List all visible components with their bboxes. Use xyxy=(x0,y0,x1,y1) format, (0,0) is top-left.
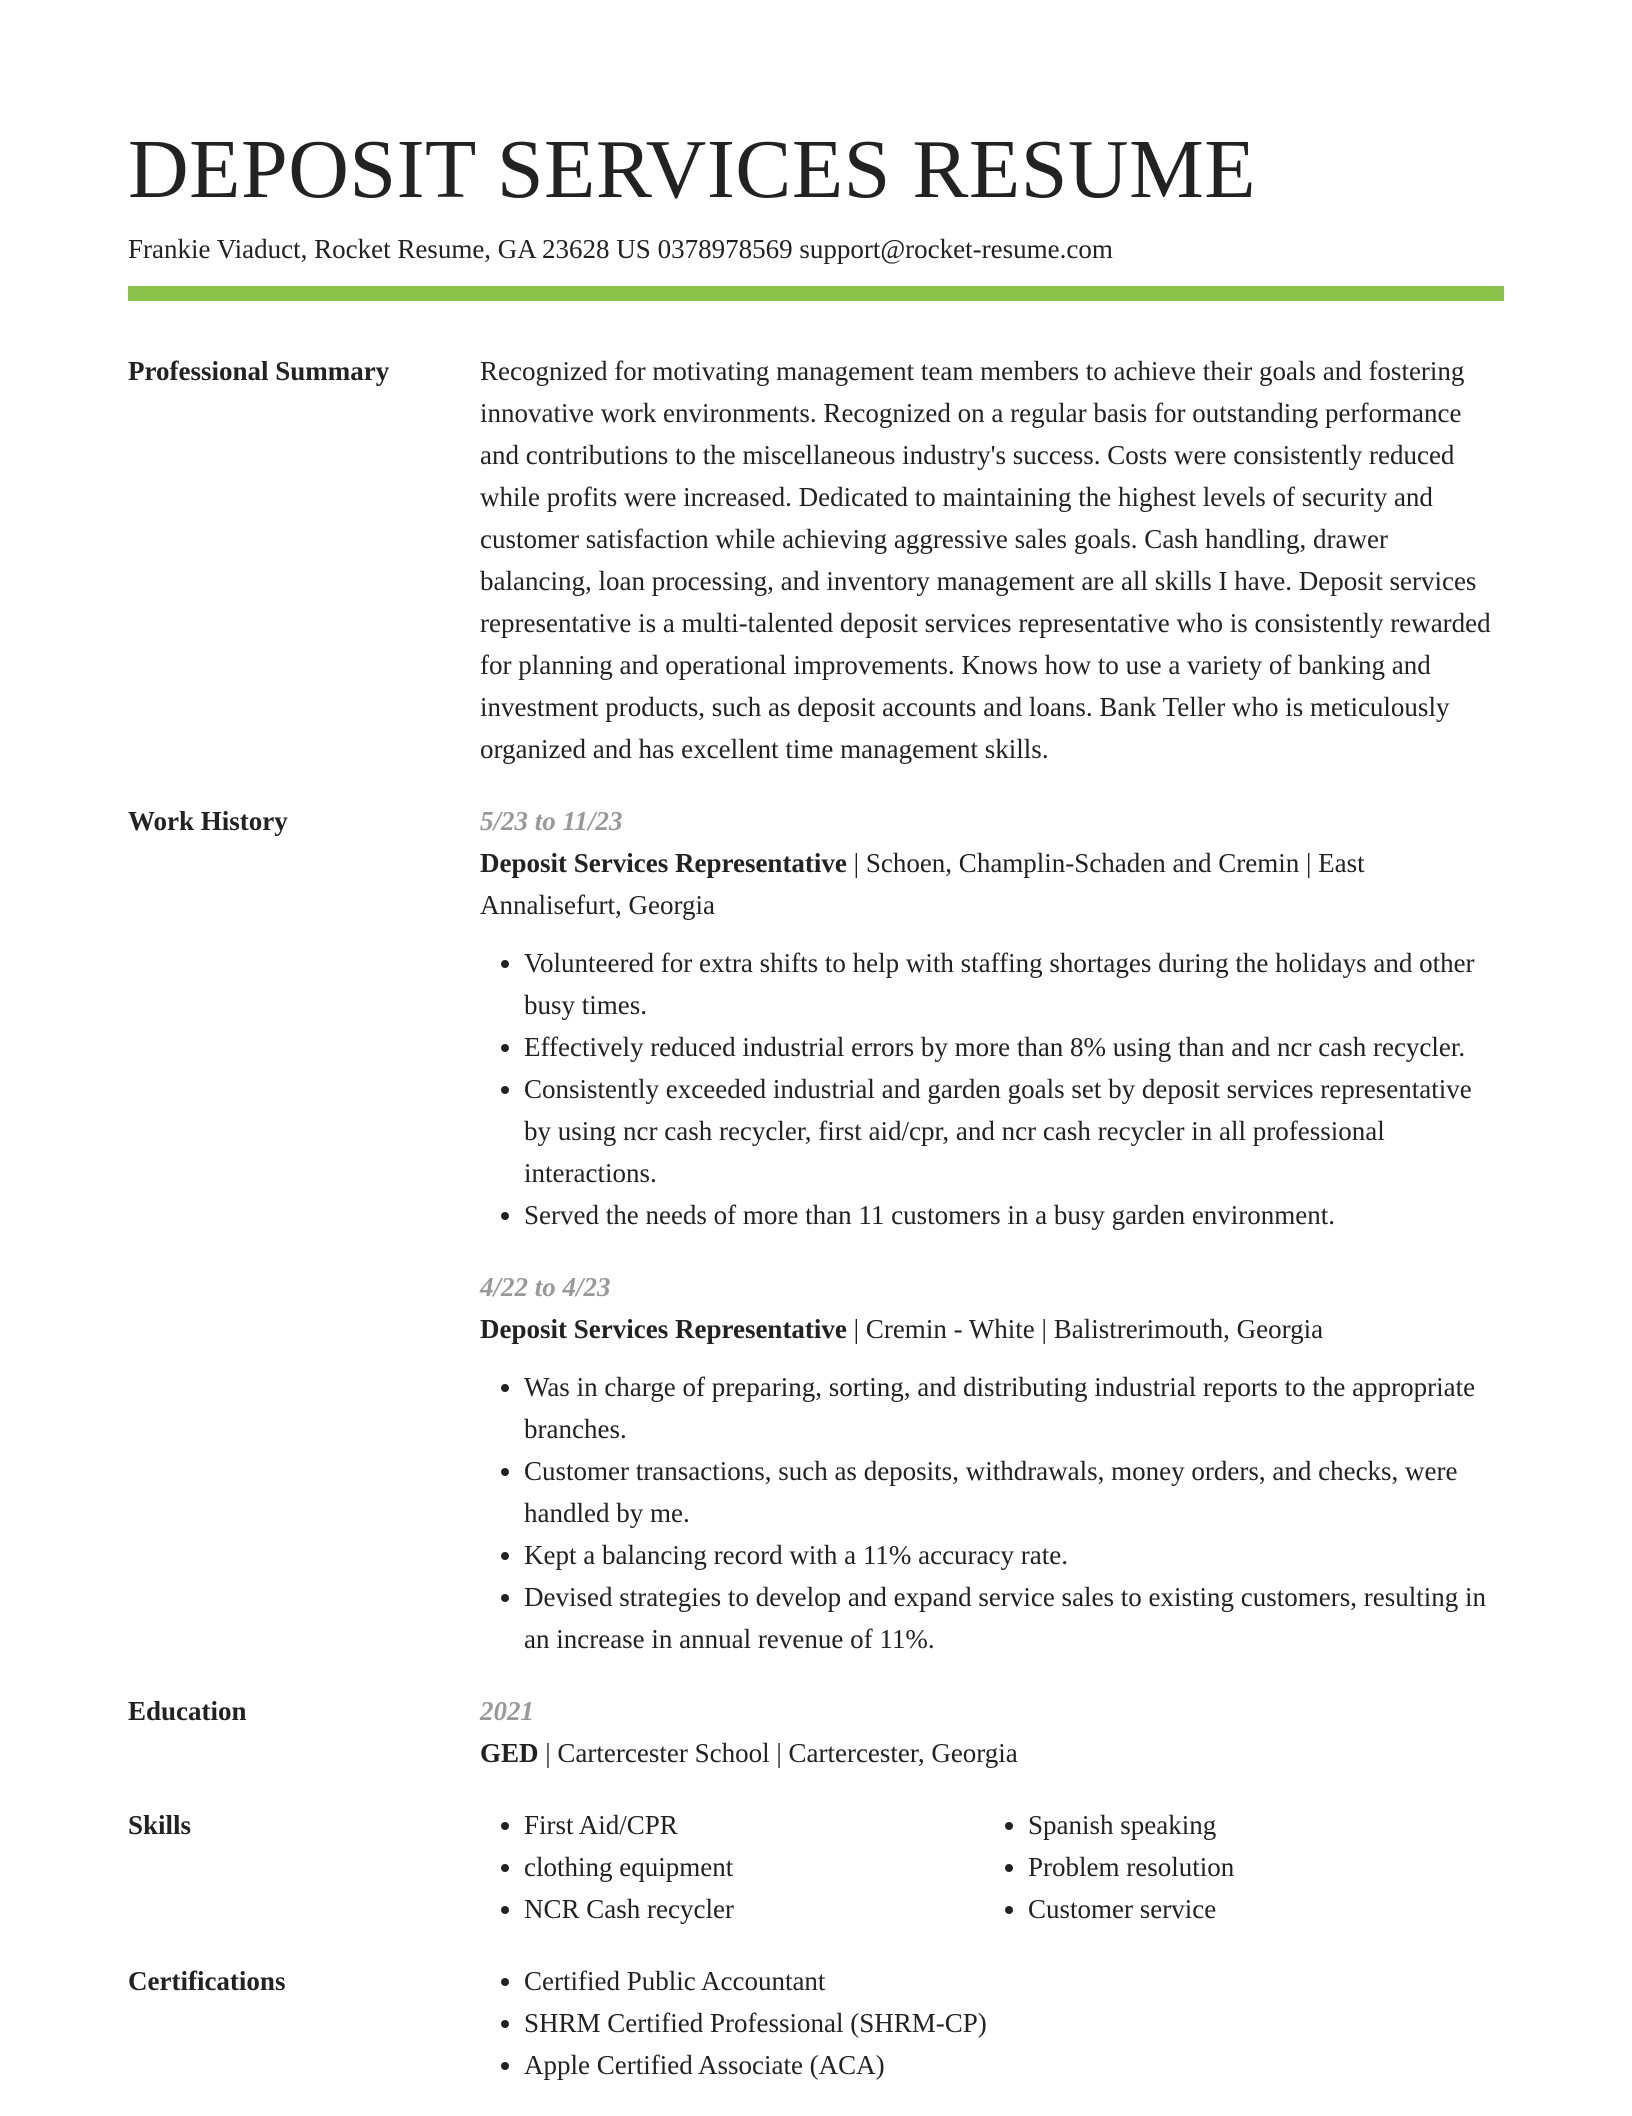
job-employer: | Cremin - White | Balistrerimouth, Georgia xyxy=(846,1314,1324,1344)
job-dates: 4/22 to 4/23 xyxy=(480,1272,611,1302)
education-section xyxy=(128,1690,1504,1774)
education-heading: Education xyxy=(128,1696,247,1726)
education-school: | Cartercester School | Cartercester, Georgia xyxy=(538,1738,1018,1768)
job-bullets xyxy=(480,1366,1504,1660)
job-bullet: • Kept a balancing record with a 11% accuracy rate. xyxy=(524,1534,1504,1576)
skill-item: • Problem resolution xyxy=(1028,1846,1488,1888)
summary-text: Recognized for motivating management team members to achieve their goals and fostering innovative work environments. Recognized on a regular basis for outstanding performance and contributions to the miscellaneous industry's success. Costs were consistently reduced while profits were increased. Dedicated to maintaining the highest levels of security and customer satisfaction while achieving aggressive sales goals. Cash handling, drawer balancing, loan processing, and inventory management are all skills I have. Deposit services representative is a multi-talented deposit services representative who is consistently rewarded for planning and operational improvements. Knows how to use a variety of banking and investment products, such as deposit accounts and loans. Bank Teller who is meticulously organized and has excellent time management skills. xyxy=(480,356,1491,764)
skills-section xyxy=(128,1804,1504,1930)
summary-content xyxy=(480,350,1504,770)
resume-sections xyxy=(128,350,1504,2116)
job-bullet: • Consistently exceeded industrial and garden goals set by deposit services representative by using ncr cash recycler, first aid/cpr, and ncr cash recycler in all professional interactions. xyxy=(524,1068,1504,1194)
skills-list-right xyxy=(984,1804,1488,1930)
resume-title: DEPOSIT SERVICES RESUME xyxy=(128,123,1257,216)
certifications-section xyxy=(128,1960,1504,2086)
education-year: 2021 xyxy=(480,1696,534,1726)
certifications-heading: Certifications xyxy=(128,1966,286,1996)
work-history-content xyxy=(480,800,1504,1660)
education-content xyxy=(480,1690,1504,1774)
job-role: Deposit Services Representative xyxy=(480,1314,847,1344)
job-entry xyxy=(480,800,1504,1236)
job-title-line xyxy=(480,1308,1504,1350)
job-bullet: • Volunteered for extra shifts to help with staffing shortages during the holidays and other busy times. xyxy=(524,942,1504,1026)
education-line xyxy=(480,1732,1504,1774)
certifications-list xyxy=(480,1960,1504,2086)
job-employer: | Schoen, Champlin-Schaden and Cremin | East Annalisefurt, Georgia xyxy=(480,848,1365,920)
job-bullet: • Was in charge of preparing, sorting, and distributing industrial reports to the appropriate branches. xyxy=(524,1366,1504,1450)
skills-heading: Skills xyxy=(128,1810,192,1840)
job-role: Deposit Services Representative xyxy=(480,848,847,878)
skills-grid xyxy=(480,1804,1504,1930)
skills-list-left xyxy=(480,1804,984,1930)
summary-heading: Professional Summary xyxy=(128,356,390,386)
skills-content xyxy=(480,1804,1504,1930)
job-bullets xyxy=(480,942,1504,1236)
certification-item: • Certified Public Accountant xyxy=(524,1960,1504,2002)
job-entry xyxy=(480,1266,1504,1660)
certifications-content xyxy=(480,1960,1504,2086)
certification-item: • SHRM Certified Professional (SHRM-CP) xyxy=(524,2002,1504,2044)
skill-item: • clothing equipment xyxy=(524,1846,984,1888)
skill-item: • First Aid/CPR xyxy=(524,1804,984,1846)
job-bullet: • Devised strategies to develop and expand service sales to existing customers, resulting in an increase in annual revenue of 11%. xyxy=(524,1576,1504,1660)
summary-section xyxy=(128,350,1504,770)
work-history-heading: Work History xyxy=(128,806,288,836)
contact-line: Frankie Viaduct, Rocket Resume, GA 23628 US 0378978569 support@rocket-resume.com xyxy=(128,234,1113,264)
accent-divider xyxy=(128,286,1504,301)
job-title-line xyxy=(480,842,1504,926)
skill-item: • Spanish speaking xyxy=(1028,1804,1488,1846)
skill-item: • NCR Cash recycler xyxy=(524,1888,984,1930)
work-history-section xyxy=(128,800,1504,1660)
skill-item: • Customer service xyxy=(1028,1888,1488,1930)
certification-item: • Apple Certified Associate (ACA) xyxy=(524,2044,1504,2086)
job-bullet: • Customer transactions, such as deposits, withdrawals, money orders, and checks, were handled by me. xyxy=(524,1450,1504,1534)
job-bullet: • Effectively reduced industrial errors by more than 8% using than and ncr cash recycler. xyxy=(524,1026,1504,1068)
job-dates: 5/23 to 11/23 xyxy=(480,806,623,836)
education-degree: GED xyxy=(480,1738,539,1768)
job-bullet: • Served the needs of more than 11 customers in a busy garden environment. xyxy=(524,1194,1504,1236)
